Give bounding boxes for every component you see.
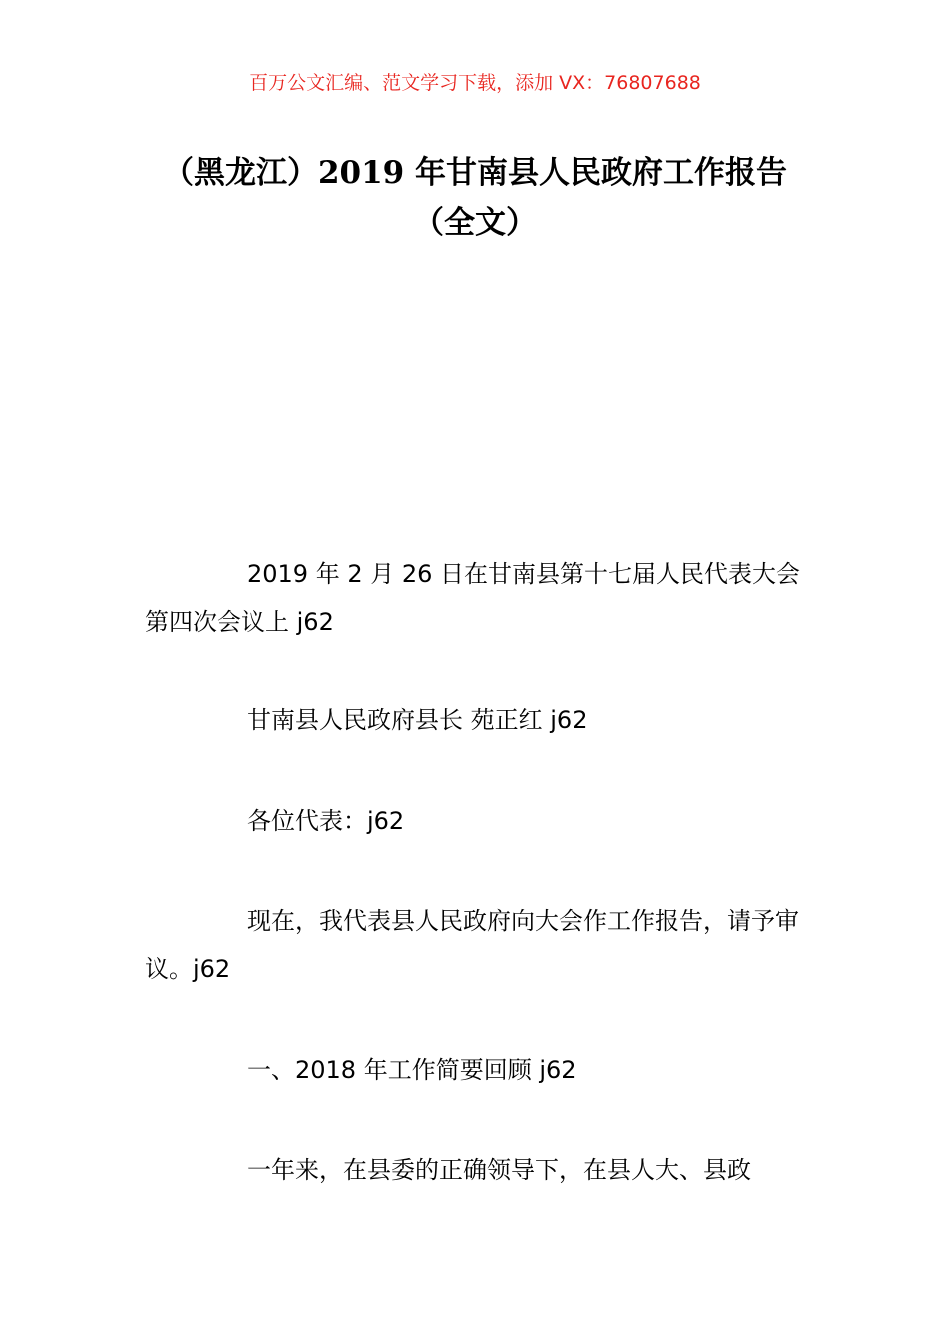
header-watermark-note: 百万公文汇编、范文学习下载，添加 VX：76807688 (249, 72, 701, 94)
section-heading: 一、2018 年工作简要回顾 j62 (247, 1056, 577, 1084)
paragraph-salutation: 各位代表：j62 (247, 807, 405, 835)
paragraph-introduction: 现在，我代表县人民政府向大会作工作报告，请予审议。j62 (145, 907, 799, 983)
paragraph-speaker: 甘南县人民政府县长 苑正红 j62 (247, 706, 588, 734)
paragraph-body-start: 一年来，在县委的正确领导下，在县人大、县政 (247, 1156, 751, 1184)
paragraph-meeting-date: 2019 年 2 月 26 日在甘南县第十七届人民代表大会第四次会议上 j62 (145, 560, 801, 636)
document-title: （黑龙江）2019 年甘南县人民政府工作报告（全文） (162, 155, 788, 241)
